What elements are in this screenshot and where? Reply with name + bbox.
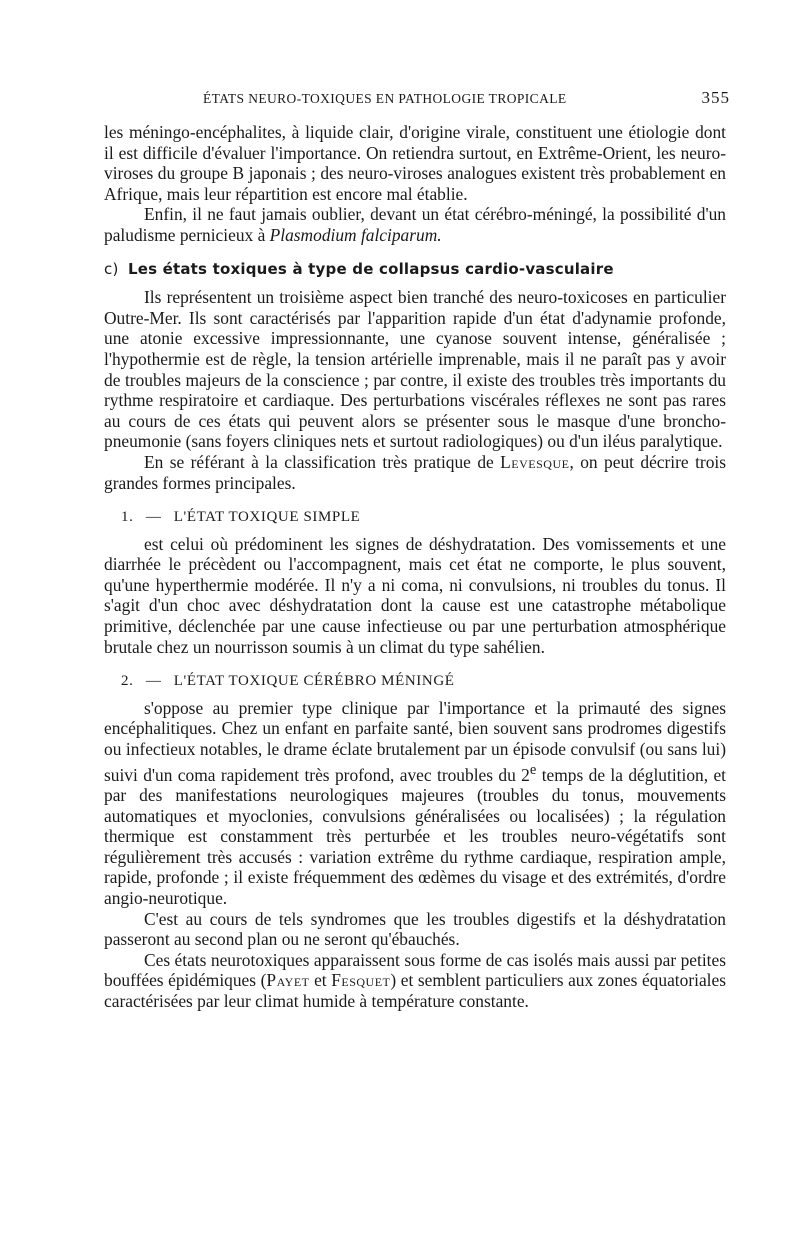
paragraph-intro-1: les méningo-encéphalites, à liquide clair, d'origine virale, constituent une étiologie dont il est difficile d'évaluer l'importance. On retiendra surtout, en Extrême-Orient, les neuro-viroses du groupe B japonais ; des neuro-viroses analogues existent très probablement en Afrique, mais leur répartition est encore mal établie. [104,122,726,204]
subsection-title: L'ÉTAT TOXIQUE CÉRÉBRO MÉNINGÉ [173,673,455,690]
species-name: Plasmodium falciparum. [269,224,442,245]
section-heading-c [104,259,726,280]
running-head: ÉTATS NEURO-TOXIQUES EN PATHOLOGIE TROPICALE [203,91,567,106]
subsection-dash: — [145,509,162,526]
subsection-dash: — [145,673,162,690]
page-number: 355 [701,88,730,107]
author-name: Fesquet [331,970,391,991]
subsection-number: 2. [121,673,134,690]
paragraph-form-2: s'oppose au premier type clinique par l'importance et la primauté des signes encéphalitiques. Chez un enfant en parfaite santé, bien souvent sans prodromes digestifs ou infectieux notables, le drame éclate brutalement par un épisode convulsif (ou sans lui) suivi d'un coma rapidement très profond, avec troubles du 2e temps de la déglutition, et par des manifestations neurologiques majeures (troubles du tonus, mouvements automatiques et myoclonies, convulsions généralisées ou localisées) ; la régulation thermique est constamment très perturbée et les troubles neuro-végétatifs sont régulièrement très accusés : variation extrême du rythme cardiaque, respiration ample, rapide, profonde ; il existe fréquemment des œdèmes du visage et des extrémités, d'ordre angio-neurotique. [104,697,726,908]
paragraph-digestive: C'est au cours de tels syndromes que les troubles digestifs et la déshydratation passeront au second plan ou ne seront qu'ébauchés. [104,908,726,950]
paragraph-form-1: est celui où prédominent les signes de déshydratation. Des vomissements et une diarrhée le précèdent ou l'accompagnent, mais cet état ne comporte, le plus souvent, qu'une hyperthermie modérée. Il n'y a ni coma, ni convulsions, ni troubles du tonus. Il s'agit d'un choc avec déshydratation dont la cause est une catastrophe métabolique primitive, déclenchée par une cause infectieuse ou par une perturbation atmosphérique brutale chez un nourrisson soumis à un climat du type sahélien. [104,533,726,657]
author-name: Levesque [500,451,570,472]
section-title: Les états toxiques à type de collapsus cardio-vasculaire [127,259,614,278]
paragraph-intro-2: Enfin, il ne faut jamais oublier, devant un état cérébro-méningé, la possibilité d'un paludisme pernicieux à Plasmodium falciparum. [104,204,726,245]
section-marker: c) [104,259,119,278]
author-name: Payet [266,970,310,991]
subsection-number: 1. [121,509,134,526]
body-text [104,122,726,1012]
paragraph-epidemic: Ces états neurotoxiques apparaissent sous forme de cas isolés mais aussi par petites bouffées épidémiques (Payet et Fesquet) et semblent particuliers aux zones équatoriales caractérisées par leur climat humide à température constante. [104,949,726,1011]
paragraph-collapsus: Ils représentent un troisième aspect bien tranché des neuro-toxicoses en particulier Outre-Mer. Ils sont caractérisés par l'apparition rapide d'un état d'adynamie profonde, une atonie excessive impressionnante, une cyanose souvent intense, généralisée ; l'hypothermie est de règle, la tension artérielle imprenable, mais il ne paraît pas y avoir de troubles majeurs de la conscience ; par contre, il existe des troubles très importants du rythme respiratoire et cardiaque. Des perturbations viscérales réflexes ne sont pas rares au cours de ces états qui peuvent alors se présenter sous le masque d'une broncho-pneumonie (sans foyers cliniques nets et surtout radiologiques) ou d'un iléus paralytique. [104,287,726,452]
paragraph-classification: En se référant à la classification très pratique de Levesque, on peut décrire trois grandes formes principales. [104,451,726,493]
subsection-heading-2 [121,671,726,692]
ordinal-superscript: e [529,761,537,778]
page-header [108,88,730,108]
subsection-heading-1 [121,507,726,528]
subsection-title: L'ÉTAT TOXIQUE SIMPLE [173,509,361,526]
